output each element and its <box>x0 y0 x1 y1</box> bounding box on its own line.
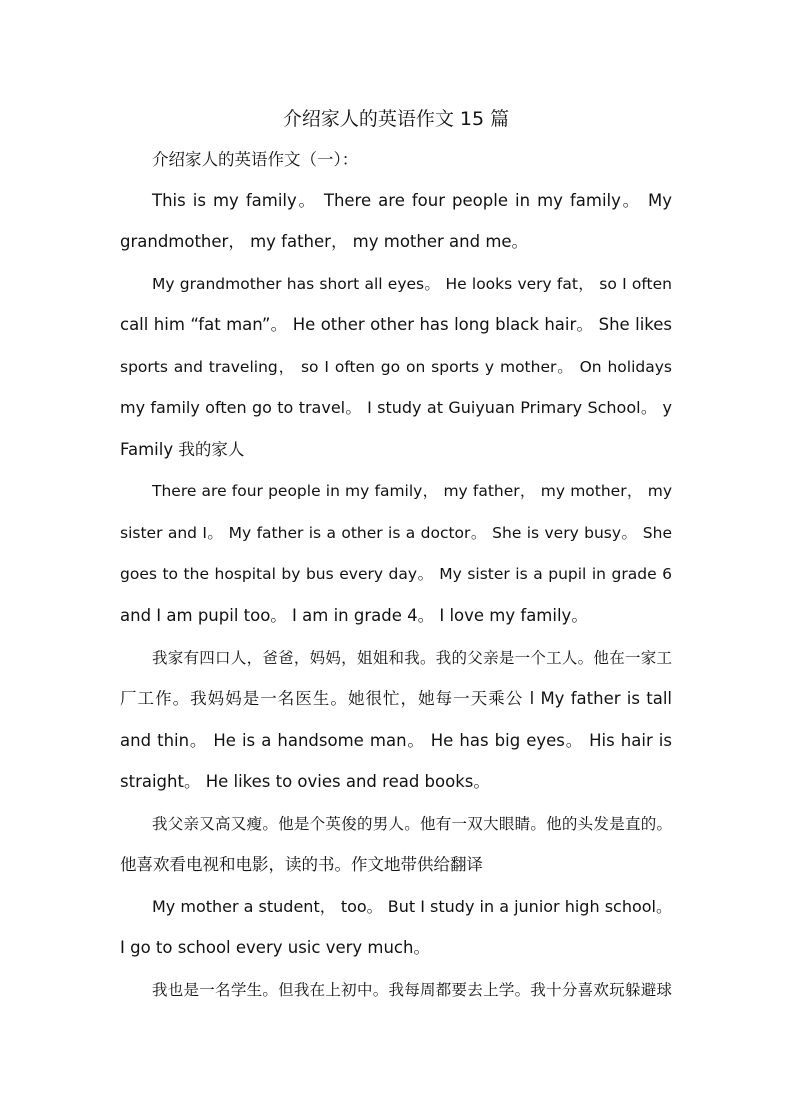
text-line: straight。 He likes to ovies and read books。 <box>120 772 490 791</box>
text-line: and thin。 He is a handsome man。 He has big eyes。 His hair is <box>120 731 672 750</box>
text-line: call him “fat man”。 He other other has long black hair。 She likes <box>120 315 672 334</box>
section-heading: 介绍家人的英语作文（一）： <box>152 150 359 169</box>
text-line: sister and I。 My father is a other is a doctor。 She is very busy。 She <box>120 524 672 542</box>
text-line: goes to the hospital by bus every day。 My sister is a pupil in grade 6 <box>120 565 672 583</box>
text-line: There are four people in my family， my father， my mother， my <box>152 482 672 500</box>
text-line: 厂工作。我妈妈是一名医生。她很忙，她每一天乘公 l My father is tall <box>120 689 672 708</box>
text-line: 我家有四口人，爸爸，妈妈，姐姐和我。我的父亲是一个工人。他在一家工 <box>152 649 672 667</box>
text-line: my family often go to travel。 I study at Guiyuan Primary School。 y <box>120 398 672 417</box>
text-line: I go to school every usic very much。 <box>120 938 430 957</box>
text-line: My grandmother has short all eyes。 He looks very fat， so I often <box>152 275 672 293</box>
text-line: and I am pupil too。 I am in grade 4。 I love my family。 <box>120 606 588 625</box>
text-line: 他喜欢看电视和电影，读的书。作文地带供给翻译 <box>120 855 483 874</box>
text-line: 我父亲又高又瘦。他是个英俊的男人。他有一双大眼睛。他的头发是直的。 <box>152 815 672 833</box>
text-line: 我也是一名学生。但我在上初中。我每周都要去上学。我十分喜欢玩躲避球 <box>152 981 672 999</box>
document-title: 介绍家人的英语作文 15 篇 <box>282 108 510 130</box>
text-line: grandmother， my father， my mother and me。 <box>120 232 529 251</box>
text-line: sports and traveling， so I often go on sports y mother。 On holidays <box>120 358 672 376</box>
text-line: My mother a student， too。 But I study in a junior high school。 <box>152 897 672 916</box>
text-line: This is my family。 There are four people in my family。 My <box>152 191 672 210</box>
text-line: Family 我的家人 <box>120 440 245 459</box>
